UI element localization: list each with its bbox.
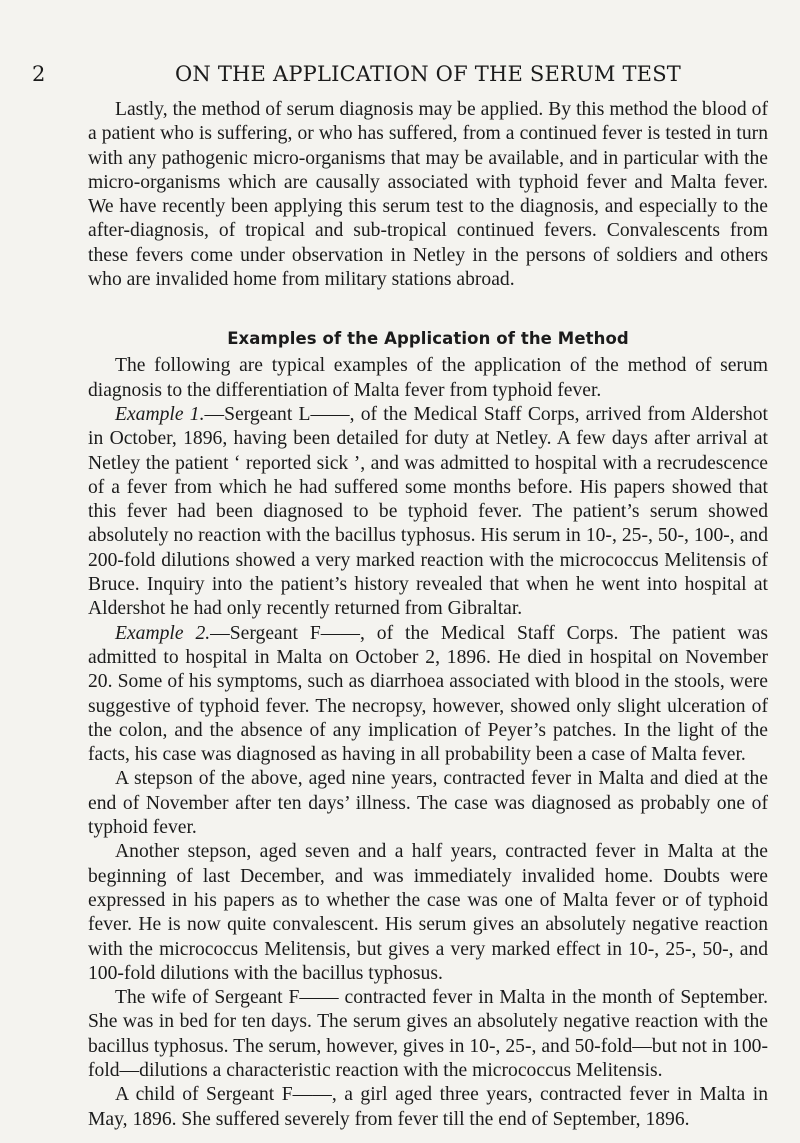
paragraph-section-intro: The following are typical examples of the application of the method of serum diagnosis to the differentiation of Malta fever from typhoid fever.	[88, 355, 768, 401]
body-text	[88, 98, 768, 1132]
paragraph-example-2	[88, 622, 768, 768]
paragraph-example-1	[88, 403, 768, 622]
section-heading: Examples of the Application of the Method	[227, 329, 629, 349]
example-2-text: —Sergeant F——, of the Medical Staff Corps. The patient was admitted to hospital in Malta on October 2, 1896. He died in hospital on November 20. Some of his symptoms, such as diarrhoea associated with blood in the stools, were suggestive of typhoid fever. The necropsy, however, showed only slight ulceration of the colon, and the absence of any implication of Peyer’s patches. In the light of the facts, his case was diagnosed as having in all probability been a case of Malta fever.	[88, 622, 768, 766]
paragraph-intro: Lastly, the method of serum diagnosis may be applied. By this method the blood of a patient who is suffering, or who has suffered, from a continued fever is tested in turn with any pathogenic micro-organisms that may be available, and in particular with the micro-organisms which are causally associated with typhoid fever and Malta fever. We have recently been applying this serum test to the diagnosis, and especially to the after-diagnosis, of tropical and sub-tropical continued fevers. Convalescents from these fevers come under observation in Netley in the persons of soldiers and others who are invalided home from military stations abroad.	[88, 99, 768, 291]
example-1-text: —Sergeant L——, of the Medical Staff Corps, arrived from Aldershot in October, 1896, having been detailed for duty at Netley. A few days after arrival at Netley the patient ‘ reported sick ’, and was admitted to hospital with a recrudescence of a fever from which he had suffered some months before. His papers showed that this fever had been diagnosed to be typhoid fever. The patient’s serum showed absolutely no reaction with the bacillus typhosus. His serum in 10-, 25-, 50-, 100-, and 200-fold dilutions showed a very marked reaction with the micrococcus Melitensis of Bruce. Inquiry into the patient’s history revealed that when he went into hospital at Aldershot he had only recently returned from Gibraltar.	[88, 403, 768, 620]
example-2-label: Example 2.	[115, 622, 211, 644]
page-number: 2	[32, 62, 46, 86]
running-title: ON THE APPLICATION OF THE SERUM TEST	[174, 62, 682, 86]
example-1-label: Example 1.	[115, 403, 205, 425]
paragraph-stepson-2: Another stepson, aged seven and a half years, contracted fever in Malta at the beginning of last December, and was immediately invalided home. Doubts were expressed in his papers as to whether the case was one of Malta fever or of typhoid fever. He is now quite convalescent. His serum gives an absolutely negative reaction with the micrococcus Melitensis, but gives a very marked effect in 10-, 25-, 50-, and 100-fold dilutions with the bacillus typhosus.	[88, 841, 768, 984]
page-header	[0, 62, 800, 90]
paragraph-wife: The wife of Sergeant F—— contracted fever in Malta in the month of September. She was in bed for ten days. The serum gives an absolutely negative reaction with the bacillus typhosus. The serum, however, gives in 10-, 25-, and 50-fold—but not in 100-fold—dilutions a characteristic reaction with the micrococcus Melitensis.	[88, 987, 768, 1081]
paragraph-stepson-1: A stepson of the above, aged nine years, contracted fever in Malta and died at the end of November after ten days’ illness. The case was diagnosed as probably one of typhoid fever.	[88, 768, 768, 839]
paragraph-child: A child of Sergeant F——, a girl aged three years, contracted fever in Malta in May, 1896. She suffered severely from fever till the end of September, 1896.	[88, 1084, 768, 1130]
